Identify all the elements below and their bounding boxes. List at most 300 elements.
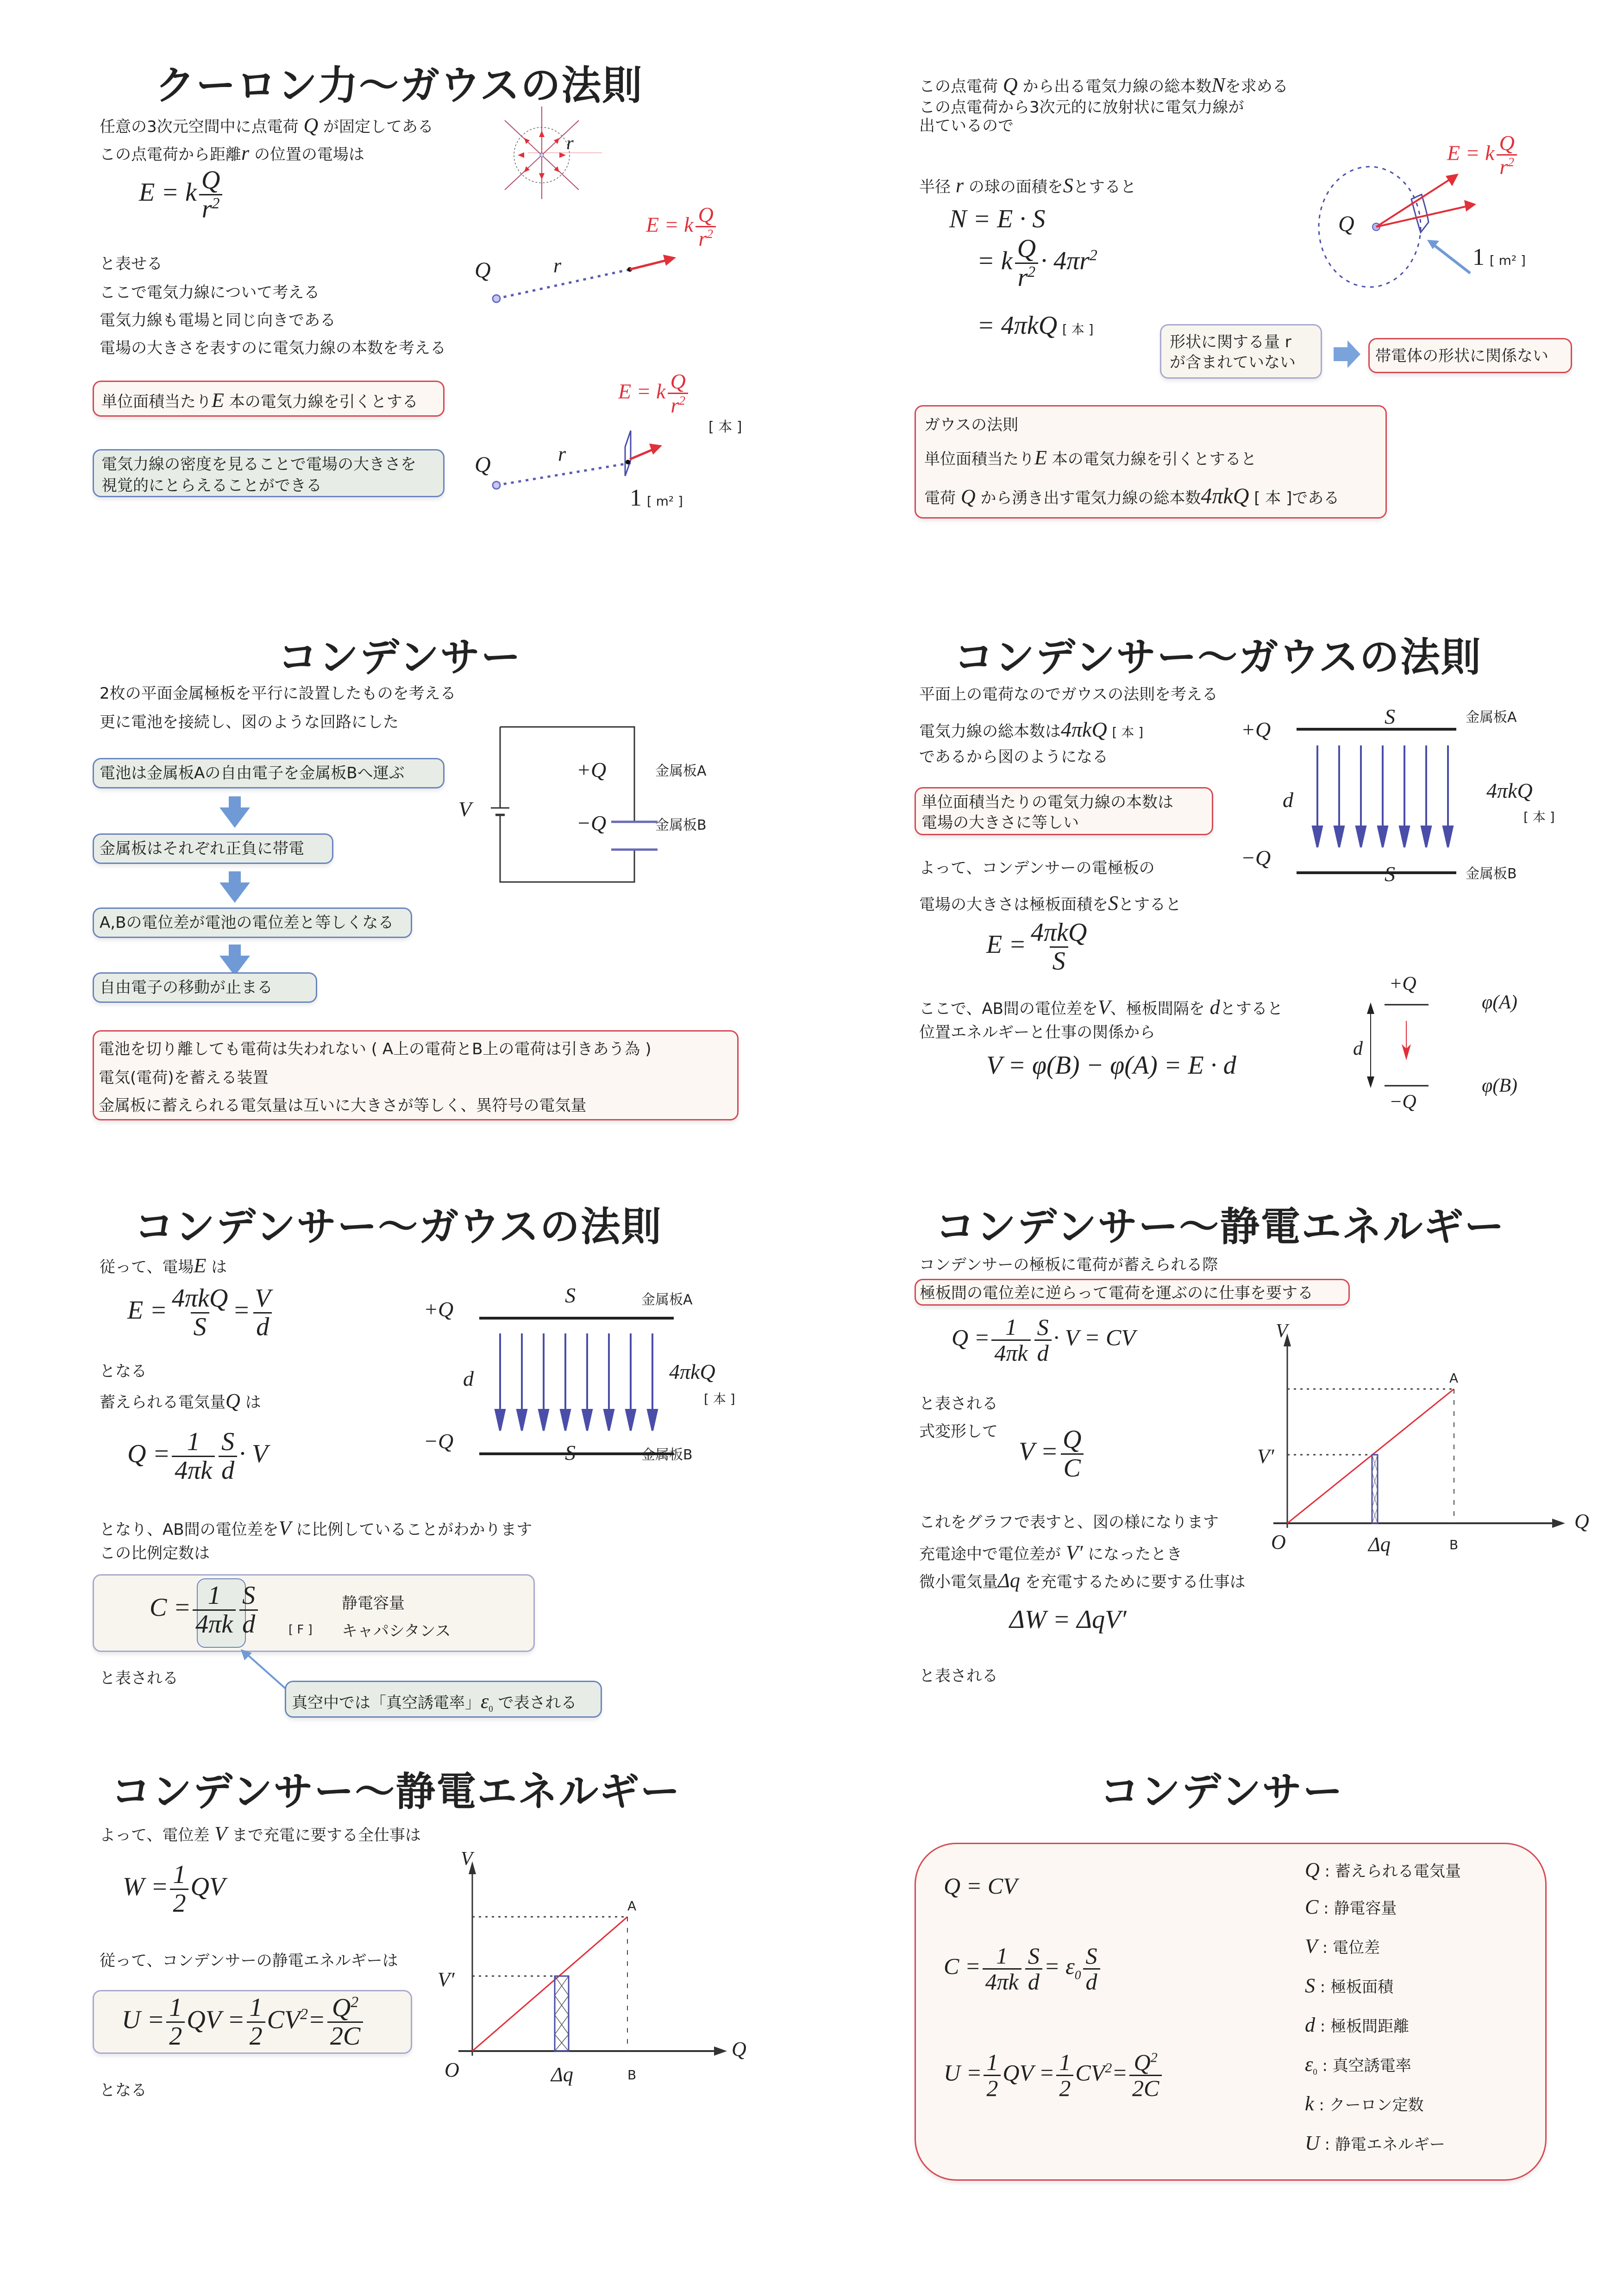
legend-desc: 極板間距離	[1330, 2017, 1410, 2036]
text: 真空中では「真空誘電率」	[292, 1694, 481, 1712]
text-line	[100, 1822, 421, 1846]
fraction-numerator: 1	[187, 1427, 200, 1456]
charge-label: Q	[1338, 212, 1354, 236]
energy-formula-box	[93, 1990, 412, 2054]
fraction-denominator: 2	[247, 2021, 265, 2050]
axis-label-v: V	[461, 1848, 473, 1870]
legend-desc: 蓄えられる電気量	[1335, 1862, 1461, 1881]
separation-label: d	[463, 1367, 474, 1390]
exponent: 2	[1028, 263, 1036, 281]
field-equation-label	[1447, 132, 1519, 178]
equation-qcv: Q = CV	[944, 1873, 1017, 1899]
equation-part: = k	[977, 246, 1013, 275]
fraction-denominator: r	[201, 194, 212, 224]
area-label: S	[565, 1283, 576, 1307]
legend-symbol: S	[1305, 1974, 1315, 1997]
flow-step-text: 自由電子の移動が止まる	[100, 978, 273, 997]
slide-title: コンデンサー～静電エネルギー	[111, 1769, 681, 1815]
text-line: コンデンサーの極板に電荷が蓄えられる際	[919, 1256, 1218, 1274]
fraction-denominator: d	[1034, 1339, 1052, 1365]
fraction-numerator: 1	[996, 1943, 1008, 1969]
text-line	[919, 891, 1181, 916]
equation-lhs: W =	[123, 1872, 169, 1902]
plate-b-label: 金属板B	[641, 1447, 693, 1463]
legend-symbol: C	[1305, 1896, 1319, 1918]
text: で表される	[498, 1694, 577, 1712]
equation-lhs: E = k	[139, 178, 197, 207]
text: 単位面積当たり	[924, 450, 1034, 469]
math-symbol: E	[1034, 446, 1047, 469]
positive-charge-label: +Q	[577, 758, 607, 782]
fraction-numerator: Q	[1499, 131, 1515, 155]
summary-line: 金属板に蓄えられる電気量は互いに大きさが等しく、異符号の電気量	[99, 1096, 587, 1115]
fraction-numerator: 1	[207, 1581, 221, 1610]
fraction-numerator: Q	[670, 369, 686, 393]
text: に比例していることがわかります	[296, 1520, 533, 1539]
point-b-label: B	[1449, 1537, 1459, 1552]
area-label	[1473, 243, 1526, 272]
distance-label: r	[553, 254, 562, 277]
fraction-numerator: S	[221, 1427, 235, 1456]
equation-charge	[952, 1315, 1135, 1365]
text: この点電荷から距離	[100, 145, 241, 164]
info-box	[93, 449, 445, 497]
separation-label: d	[1353, 1038, 1363, 1059]
legend-item: U : 静電エネルギー	[1305, 2132, 1445, 2154]
v-prime-label: V′	[1257, 1445, 1274, 1468]
subscript: 0	[1074, 1967, 1081, 1982]
text: とすると	[1118, 895, 1181, 914]
qv-graph	[458, 1861, 755, 2060]
text: ここで、AB間の電位差を	[919, 1000, 1098, 1018]
text-line	[919, 995, 1283, 1020]
fraction-denominator: 2	[166, 2021, 185, 2050]
equation-part: · 4πr	[1040, 246, 1090, 275]
plate-b-label: 金属板B	[1466, 866, 1517, 882]
fraction-numerator: Q	[332, 1993, 351, 2022]
equation-part: QV =	[187, 2005, 245, 2034]
field-equation-label	[618, 370, 690, 417]
math-symbol: Δq	[998, 1569, 1020, 1592]
plate-a-label: 金属板A	[641, 1292, 693, 1308]
text: とすると	[1073, 178, 1136, 196]
equation-part: = 4πkQ	[977, 311, 1058, 340]
legend-desc: 静電エネルギー	[1335, 2135, 1445, 2154]
delta-q-label: Δq	[551, 2063, 573, 2086]
fraction-numerator: S	[1037, 1314, 1049, 1340]
legend-desc: クーロン定数	[1329, 2096, 1424, 2115]
math-symbol: 4πkQ	[1061, 718, 1107, 741]
text: は	[245, 1393, 261, 1412]
equation-lhs: E =	[127, 1296, 167, 1325]
text: から出る電気力線の総本数	[1022, 77, 1212, 96]
fraction-denominator: d	[239, 1609, 258, 1638]
flow-step-text: 金属板はそれぞれ正負に帯電	[100, 839, 304, 858]
fraction-numerator: Q	[1062, 1425, 1082, 1454]
text: 電荷	[924, 489, 956, 507]
text-line: 極板間の電位差に逆らって電荷を運ぶのに仕事を要する	[920, 1284, 1313, 1302]
text-line	[919, 73, 1288, 98]
point-a-label: A	[627, 1898, 637, 1914]
fraction-denominator: 4πk	[983, 1968, 1021, 1994]
fraction-denominator: 4πk	[991, 1339, 1030, 1365]
fraction-denominator: 2	[170, 1889, 188, 1917]
equation-field-plate	[986, 919, 1091, 975]
area-unit: [ m² ]	[646, 494, 683, 509]
field-vector-diagram	[491, 241, 722, 310]
text: になったとき	[1088, 1545, 1183, 1564]
legend-desc: 静電容量	[1334, 1899, 1397, 1918]
math-symbol: d	[1209, 996, 1220, 1019]
fraction-denominator: S	[191, 1312, 209, 1341]
term-name: キャパシタンス	[342, 1622, 451, 1640]
slide-title: コンデンサー	[278, 634, 522, 681]
equation-work-increment: ΔW = ΔqV′	[1009, 1605, 1127, 1634]
text: 電場の大きさは極板面積を	[919, 895, 1108, 914]
text-block: 電気力線の密度を見ることで電場の大きさを 視覚的にとらえることができる	[101, 455, 416, 495]
legend-desc: 真空誘電率	[1332, 2057, 1411, 2075]
area-label: S	[565, 1441, 576, 1464]
math-symbol: r	[955, 174, 964, 197]
legend-item: k : クーロン定数	[1305, 2092, 1424, 2115]
v-prime-label: V′	[438, 1968, 455, 1991]
result-box	[1368, 338, 1572, 373]
sphere-flux-diagram	[1306, 157, 1491, 310]
unit-label: [ 本 ]	[704, 1391, 735, 1407]
unit-label: [ 本 ]	[1523, 809, 1555, 825]
text: 微小電気量	[919, 1573, 998, 1591]
equation-energy	[122, 1994, 365, 2050]
subscript: 0	[1313, 2067, 1317, 2077]
potential-b-label: φ(B)	[1482, 1075, 1517, 1096]
distance-label: r	[558, 443, 566, 465]
positive-charge-label: +Q	[1389, 973, 1416, 995]
text-line	[100, 113, 433, 138]
legend-desc: 極板面積	[1330, 1978, 1394, 1996]
fraction-denominator: d	[219, 1456, 237, 1484]
text: 電気力線の総本数は	[919, 722, 1061, 741]
fraction-numerator: 1	[986, 2049, 998, 2075]
text: まで充電に要する全仕事は	[232, 1826, 421, 1845]
equation-capacitance	[150, 1582, 260, 1638]
math-symbol: S	[1108, 892, 1118, 914]
text-line	[919, 1569, 1246, 1593]
positive-charge-label: +Q	[1241, 718, 1271, 741]
unit-label: [ F ]	[288, 1623, 313, 1637]
text: 半径	[919, 178, 951, 196]
plate-a-label: 金属板A	[1466, 709, 1517, 726]
exponent: 2	[1508, 155, 1515, 169]
math-symbol: 4πkQ	[1201, 484, 1249, 508]
summary-line: 電気(電荷)を蓄える装置	[99, 1069, 269, 1087]
equation-part: · V = CV	[1053, 1324, 1135, 1351]
fraction-numerator: 1	[169, 1993, 182, 2022]
text-line: と表せる	[100, 255, 163, 273]
text: 本の電気力線を引くとすると	[1052, 450, 1257, 469]
flow-step	[93, 833, 333, 864]
legend-symbol: Q	[1305, 1858, 1320, 1881]
math-symbol: N	[1211, 74, 1225, 96]
text: 充電途中で電位差が	[919, 1545, 1061, 1564]
text-line: これをグラフで表すと、図の様になります	[919, 1513, 1219, 1532]
area-value: 1	[630, 485, 642, 511]
equation-lhs: Q =	[952, 1324, 990, 1351]
text: を充電するために要する仕事は	[1025, 1573, 1246, 1591]
text-line: この比例定数は	[100, 1544, 210, 1563]
text-line: 帯電体の形状に関係ない	[1375, 347, 1548, 365]
equation-lhs: E = k	[646, 213, 694, 237]
radius-label: r	[566, 132, 574, 153]
fraction-numerator: 1	[173, 1860, 186, 1889]
equation-energy	[944, 2050, 1164, 2100]
slide-title: コンデンサー～ガウスの法則	[954, 634, 1482, 681]
text-line: 従って、コンデンサーの静電エネルギーは	[100, 1952, 398, 1970]
text: を求める	[1225, 77, 1288, 96]
math-symbol: E	[194, 1254, 207, 1277]
text: の位置の電場は	[254, 145, 364, 164]
text: 単位面積当たり	[101, 393, 212, 411]
legend-desc: 電位差	[1332, 1939, 1380, 1957]
fraction-numerator: Q	[698, 203, 714, 226]
text-line: ここで電気力線について考える	[100, 283, 320, 302]
area-value: 1	[1473, 244, 1485, 270]
equation-part: CV	[267, 2005, 301, 2034]
exponent: 2	[212, 194, 220, 212]
legend-symbol: U	[1305, 2132, 1320, 2154]
equals-sign: =	[1112, 2059, 1128, 2086]
math-symbol: S	[1063, 174, 1073, 197]
text-line: と表される	[919, 1667, 998, 1685]
equation-total-work	[123, 1861, 225, 1917]
math-symbol: Q	[1003, 74, 1018, 96]
fraction-denominator: C	[1061, 1453, 1084, 1482]
fraction-denominator: d	[253, 1312, 272, 1341]
text-line	[924, 446, 1257, 470]
fraction-denominator: 4πk	[193, 1609, 236, 1638]
legend-item: V : 電位差	[1305, 1935, 1380, 1958]
flow-step-text: A,Bの電位差が電池の電位差と等しくなる	[100, 913, 394, 932]
negative-charge-label: −Q	[577, 811, 607, 835]
text: 本の電気力線を引くとする	[229, 393, 418, 411]
fraction-numerator: Q	[201, 166, 220, 194]
equation-lhs: U =	[944, 2059, 982, 2086]
equation-lhs: E = k	[618, 379, 666, 403]
legend-item: Q : 蓄えられる電気量	[1305, 1858, 1461, 1881]
highlight-box	[915, 787, 1213, 835]
math-symbol: V	[1097, 996, 1110, 1019]
down-arrow-icon	[219, 796, 251, 829]
legend-symbol: V	[1305, 1935, 1317, 1958]
axis-label-v: V	[1276, 1320, 1288, 1342]
exponent: 2	[351, 1994, 359, 2011]
legend-symbol: ε	[1305, 2053, 1313, 2076]
line-count-label: 4πkQ	[669, 1360, 715, 1383]
equation-lhs: U =	[122, 2005, 165, 2034]
box-heading: ガウスの法則	[924, 416, 1018, 434]
fraction-denominator: S	[1050, 946, 1068, 975]
text-line: よって、コンデンサーの電極板の	[919, 859, 1155, 877]
exponent: 2	[300, 2005, 308, 2023]
text-line	[100, 1389, 261, 1414]
equation-lhs: E =	[986, 930, 1026, 959]
legend-item: S : 極板面積	[1305, 1974, 1394, 1997]
qv-graph	[1273, 1333, 1570, 1537]
text-line: であるから図のようになる	[919, 748, 1108, 766]
note-box	[1160, 324, 1322, 379]
equation-lhs: Q =	[127, 1439, 170, 1469]
origin-label: O	[1271, 1531, 1286, 1553]
flow-step	[93, 758, 445, 788]
fraction-numerator: 1	[1059, 2049, 1071, 2075]
fraction-denominator: r	[671, 393, 679, 417]
text-line: 出ているので	[919, 117, 1014, 135]
text-line	[919, 717, 1143, 742]
fraction-numerator: Q	[1017, 234, 1036, 263]
equation-part: QV =	[1003, 2059, 1055, 2086]
flow-step-text: 電池は金属板Aの自由電子を金属板Bへ運ぶ	[100, 764, 405, 782]
fraction-denominator: d	[1083, 1968, 1100, 1994]
fraction-denominator: 2	[1056, 2075, 1073, 2101]
fraction-denominator: 2C	[327, 2021, 363, 2050]
text: 、極板間隔を	[1110, 1000, 1205, 1018]
equation-total-lines: N = E · S	[949, 205, 1046, 233]
math-symbol: V	[278, 1517, 291, 1539]
text: は	[211, 1258, 227, 1276]
plate-b-label: 金属板B	[655, 817, 707, 833]
charge-label: Q	[475, 258, 491, 282]
fraction-denominator: 2C	[1129, 2075, 1162, 2101]
plate-a-label: 金属板A	[655, 763, 707, 779]
equation-lhs: E = k	[1447, 141, 1495, 165]
equation-lhs: V =	[1019, 1437, 1058, 1466]
text: から湧き出す電気力線の総本数	[980, 489, 1201, 507]
text: [ 本 ]である	[1254, 489, 1340, 507]
text-line	[924, 483, 1339, 510]
exponent: 2	[707, 226, 714, 241]
unit-label: [ 本 ]	[1112, 725, 1144, 740]
axis-label-q: Q	[732, 2038, 746, 2060]
fraction-numerator: Q	[1134, 2049, 1151, 2075]
exponent: 2	[1089, 246, 1097, 264]
fraction-denominator: r	[1499, 155, 1508, 179]
negative-charge-label: −Q	[1241, 846, 1271, 870]
math-symbol: ε	[481, 1690, 489, 1713]
math-symbol: V	[214, 1822, 227, 1845]
text-line: この点電荷から3次元的に放射状に電気力線が	[919, 98, 1244, 117]
text: の球の面積を	[968, 178, 1063, 196]
text-block: 形状に関する量 r が含まれていない	[1170, 333, 1296, 372]
equals-sign: =	[308, 2005, 326, 2034]
text: となり、AB間の電位差を	[100, 1520, 279, 1539]
math-symbol: Q	[303, 114, 319, 137]
math-symbol: r	[241, 142, 250, 164]
text-line	[101, 388, 418, 413]
math-symbol: E	[212, 389, 224, 412]
point-a-label: A	[1449, 1370, 1459, 1386]
equation-capacitance	[944, 1944, 1102, 1994]
equation-step	[977, 235, 1097, 291]
fraction-numerator: S	[1028, 1943, 1040, 1969]
summary-line: 電池を切り離しても電荷は失われない ( A上の電荷とB上の電荷は引きあう為 )	[99, 1040, 652, 1058]
flow-step	[93, 972, 317, 1003]
text: が固定してある	[323, 118, 434, 136]
text-line	[100, 1516, 532, 1541]
voltage-label: V	[458, 797, 472, 821]
right-arrow-icon	[1334, 340, 1361, 368]
math-symbol: V′	[1065, 1541, 1083, 1564]
charge-label: Q	[475, 452, 491, 477]
capacitance-box	[93, 1574, 535, 1652]
area-unit: [ m² ]	[1489, 253, 1526, 268]
highlight-box	[93, 381, 445, 417]
equation-charge	[127, 1428, 268, 1484]
positive-charge-label: +Q	[424, 1297, 454, 1321]
exponent: 2	[1105, 2060, 1112, 2076]
point-b-label: B	[627, 2067, 637, 2083]
potential-a-label: φ(A)	[1482, 992, 1517, 1013]
slide-title: コンデンサー～ガウスの法則	[134, 1204, 662, 1250]
negative-charge-label: −Q	[424, 1429, 454, 1453]
slide-title: クーロン力～ガウスの法則	[155, 63, 643, 109]
text-line: と表される	[919, 1395, 998, 1413]
equation-part: · V	[239, 1439, 268, 1469]
capacitor-circuit-diagram	[491, 722, 741, 889]
axis-label-q: Q	[1574, 1510, 1589, 1533]
equation-part: = ε	[1044, 1953, 1075, 1979]
text-line: 位置エネルギーと仕事の関係から	[919, 1023, 1155, 1042]
equation-coulomb-field	[139, 167, 225, 223]
fraction-numerator: V	[255, 1284, 271, 1313]
unit-label: [ 本 ]	[708, 419, 742, 435]
fraction-numerator: S	[1085, 1943, 1097, 1969]
fraction-denominator: 2	[984, 2075, 1001, 2101]
fraction-denominator: 4πk	[172, 1456, 215, 1484]
summary-box	[915, 1843, 1547, 2181]
text: 蓄えられる電気量	[100, 1393, 226, 1412]
text-line: 2枚の平面金属極板を平行に設置したものを考える	[100, 684, 456, 703]
text-line: 電気力線も電場と同じ向きである	[100, 311, 336, 330]
summary-box	[93, 1030, 739, 1120]
radial-field-diagram	[491, 106, 607, 199]
fraction-numerator: 4πkQ	[1031, 918, 1087, 947]
text-line: 平面上の電荷なのでガウスの法則を考える	[919, 685, 1218, 704]
area-label: S	[1385, 862, 1395, 886]
text-line	[100, 1254, 227, 1278]
text-line: と表される	[100, 1669, 178, 1688]
legend-item: $\varepsilon_0$ : 真空誘電率	[1305, 2053, 1411, 2077]
negative-charge-label: −Q	[1389, 1091, 1416, 1113]
equation-part: QV	[190, 1872, 226, 1902]
field-equation-label	[646, 204, 718, 250]
text-line: となる	[100, 1362, 147, 1381]
text-line: 更に電池を接続し、図のような回路にした	[100, 713, 399, 732]
text-line	[292, 1689, 577, 1714]
fraction-denominator: r	[1017, 263, 1028, 292]
equals-sign: =	[232, 1296, 251, 1325]
legend-item: d : 極板間距離	[1305, 2014, 1410, 2036]
equation-lhs: C =	[944, 1953, 981, 1979]
text: とすると	[1220, 1000, 1283, 1018]
text-line: となる	[100, 2081, 147, 2100]
slide-title: コンデンサー～静電エネルギー	[935, 1204, 1505, 1250]
flow-step	[93, 907, 412, 938]
equation-potential: V = φ(B) − φ(A) = E · d	[986, 1051, 1236, 1080]
down-arrow-icon	[219, 871, 251, 904]
separation-label: d	[1283, 788, 1293, 812]
fraction-numerator: 1	[249, 1993, 263, 2022]
callout-box	[285, 1681, 602, 1718]
text: この点電荷	[919, 77, 998, 96]
